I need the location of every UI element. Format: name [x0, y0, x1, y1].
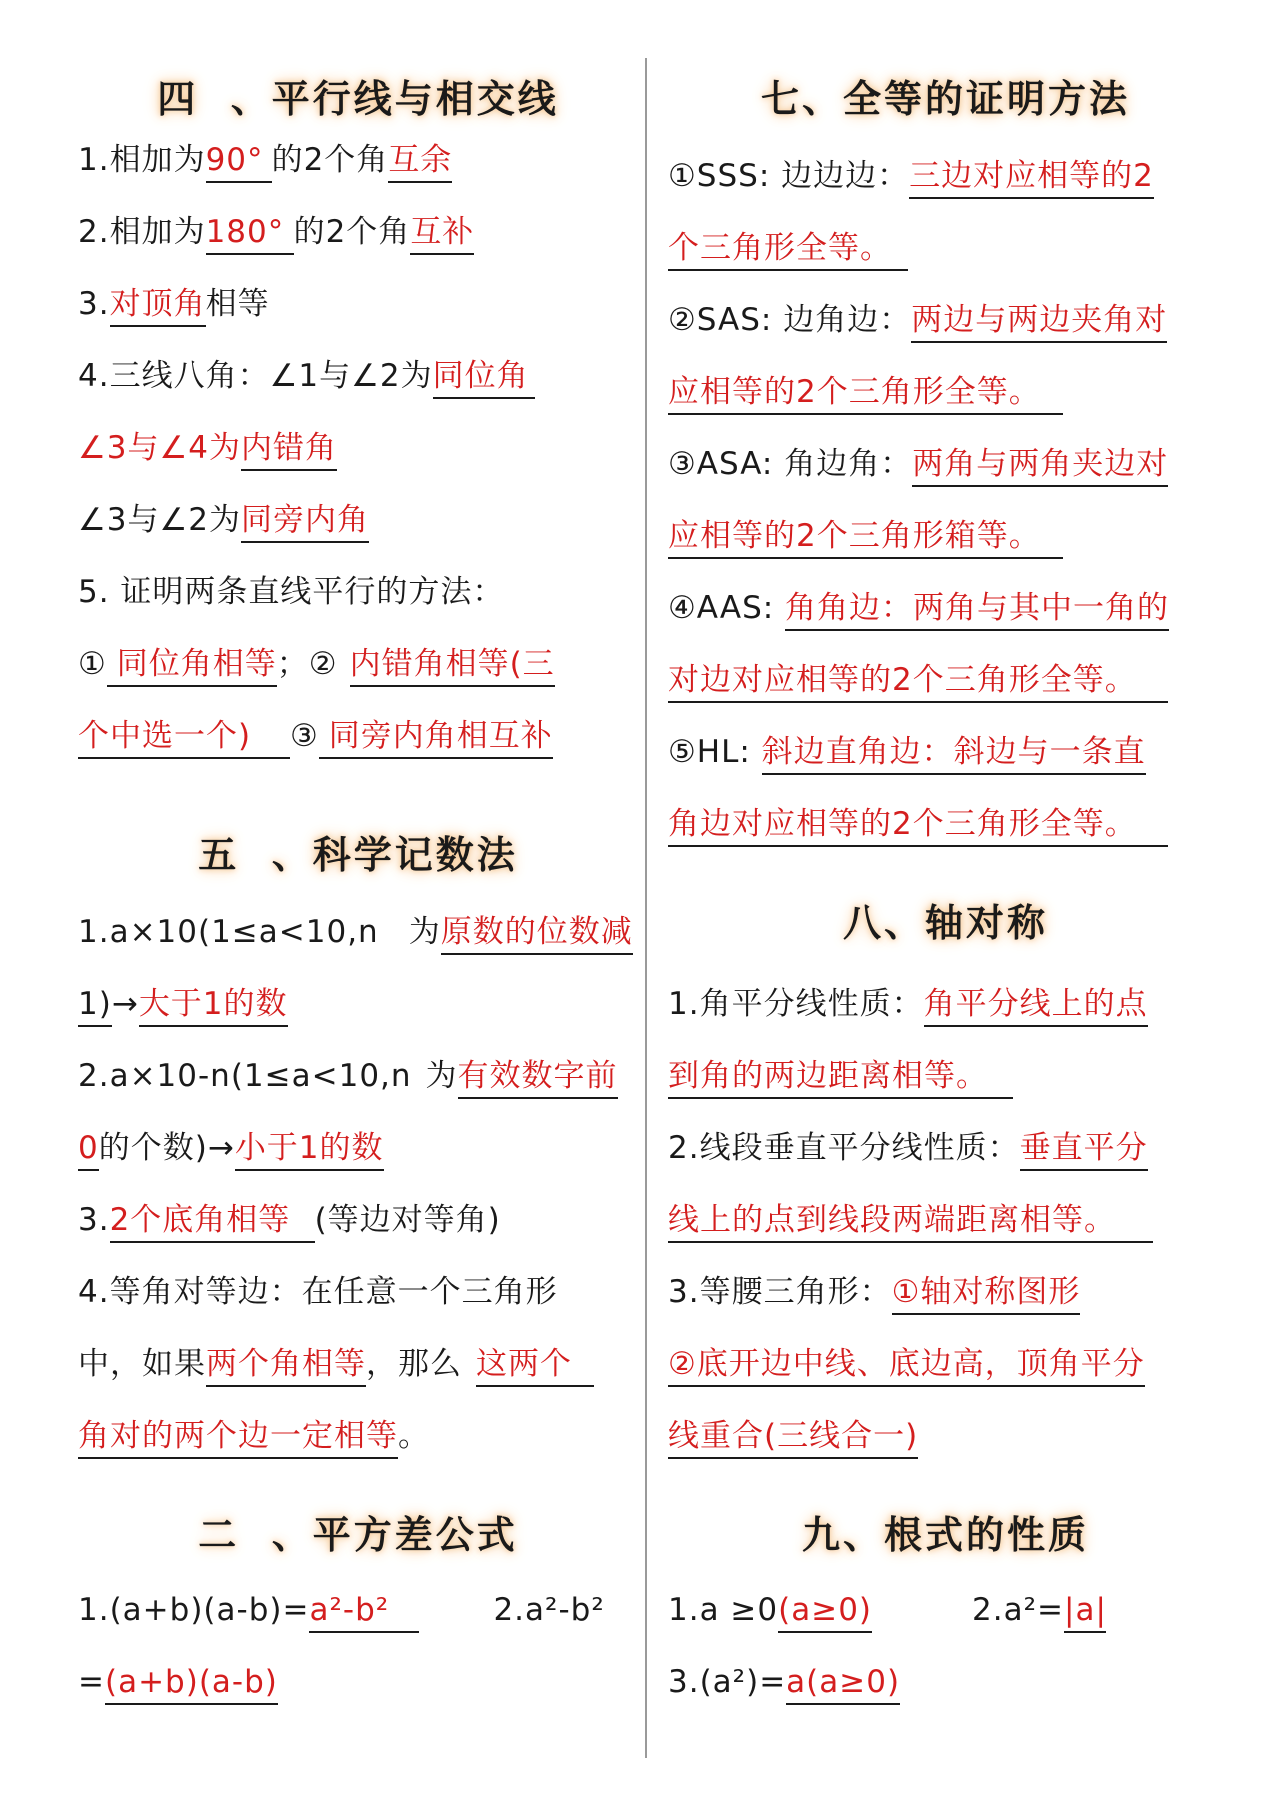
- section-title-parallel-lines: 四 、平行线与相交线: [157, 76, 559, 121]
- text-line: 3.对顶角相等: [78, 284, 270, 327]
- text-line: 0的个数)→小于1的数: [78, 1128, 384, 1171]
- text-line: 个三角形全等。: [668, 228, 908, 271]
- text-line: 个中选一个) ③ 同旁内角相互补: [78, 716, 553, 759]
- text-line: ③ASA: 角边角：两角与两角夹边对: [668, 444, 1168, 487]
- section-title-radical-properties: 九、根式的性质: [801, 1512, 1089, 1557]
- text-line: 2.线段垂直平分线性质：垂直平分: [668, 1128, 1148, 1171]
- text-line: 1.角平分线性质：角平分线上的点: [668, 984, 1148, 1027]
- text-line: 线上的点到线段两端距离相等。: [668, 1200, 1153, 1243]
- section-title-congruence-proofs: 七、全等的证明方法: [760, 76, 1130, 121]
- section-title-difference-of-squares: 二 、平方差公式: [198, 1512, 518, 1557]
- text-line: 2.相加为180° 的2个角互补: [78, 212, 474, 255]
- text-line: 线重合(三线合一): [668, 1416, 918, 1459]
- text-line: 1.a ≥0(a≥0) 2.a²=|a|: [668, 1590, 1106, 1633]
- text-line: 角边对应相等的2个三角形全等。: [668, 804, 1168, 847]
- text-line: 3.等腰三角形：①轴对称图形: [668, 1272, 1080, 1315]
- column-divider: [645, 58, 647, 1758]
- text-line: ④AAS: 角角边：两角与其中一角的: [668, 588, 1169, 631]
- text-line: 4.三线八角：∠1与∠2为同位角: [78, 356, 535, 399]
- text-line: 4.等角对等边：在任意一个三角形: [78, 1274, 558, 1310]
- text-line: 3.2个底角相等 (等边对等角): [78, 1200, 501, 1243]
- text-line: ∠3与∠4为内错角: [78, 428, 337, 471]
- section-title-scientific-notation: 五 、科学记数法: [198, 832, 518, 877]
- section-title-axial-symmetry: 八、轴对称: [842, 900, 1048, 945]
- text-line: ②底开边中线、底边高，顶角平分: [668, 1344, 1145, 1387]
- text-line: 1)→大于1的数: [78, 984, 288, 1027]
- text-line: 2.a×10-n(1≤a<10,n 为有效数字前: [78, 1056, 618, 1099]
- text-line: =(a+b)(a-b): [78, 1662, 278, 1705]
- text-line: ⑤HL: 斜边直角边：斜边与一条直: [668, 732, 1146, 775]
- text-line: 1.(a+b)(a-b)=a²-b² 2.a²-b²: [78, 1590, 605, 1633]
- text-line: 中，如果两个角相等，那么 这两个: [78, 1344, 594, 1387]
- text-line: ②SAS: 边角边：两边与两边夹角对: [668, 300, 1167, 343]
- text-line: 3.(a²)=a(a≥0): [668, 1662, 900, 1705]
- text-line: ①SSS: 边边边：三边对应相等的2: [668, 156, 1154, 199]
- text-line: 5. 证明两条直线平行的方法：: [78, 574, 505, 610]
- text-line: 对边对应相等的2个三角形全等。: [668, 660, 1168, 703]
- text-line: ① 同位角相等；② 内错角相等(三: [78, 644, 555, 687]
- text-line: ∠3与∠2为同旁内角: [78, 500, 369, 543]
- text-line: 1.a×10(1≤a<10,n 为原数的位数减: [78, 912, 633, 955]
- text-line: 1.相加为90° 的2个角互余: [78, 140, 452, 183]
- text-line: 应相等的2个三角形箱等。: [668, 516, 1063, 559]
- text-line: 应相等的2个三角形全等。: [668, 372, 1063, 415]
- text-line: 角对的两个边一定相等。: [78, 1416, 430, 1459]
- text-line: 到角的两边距离相等。: [668, 1056, 1013, 1099]
